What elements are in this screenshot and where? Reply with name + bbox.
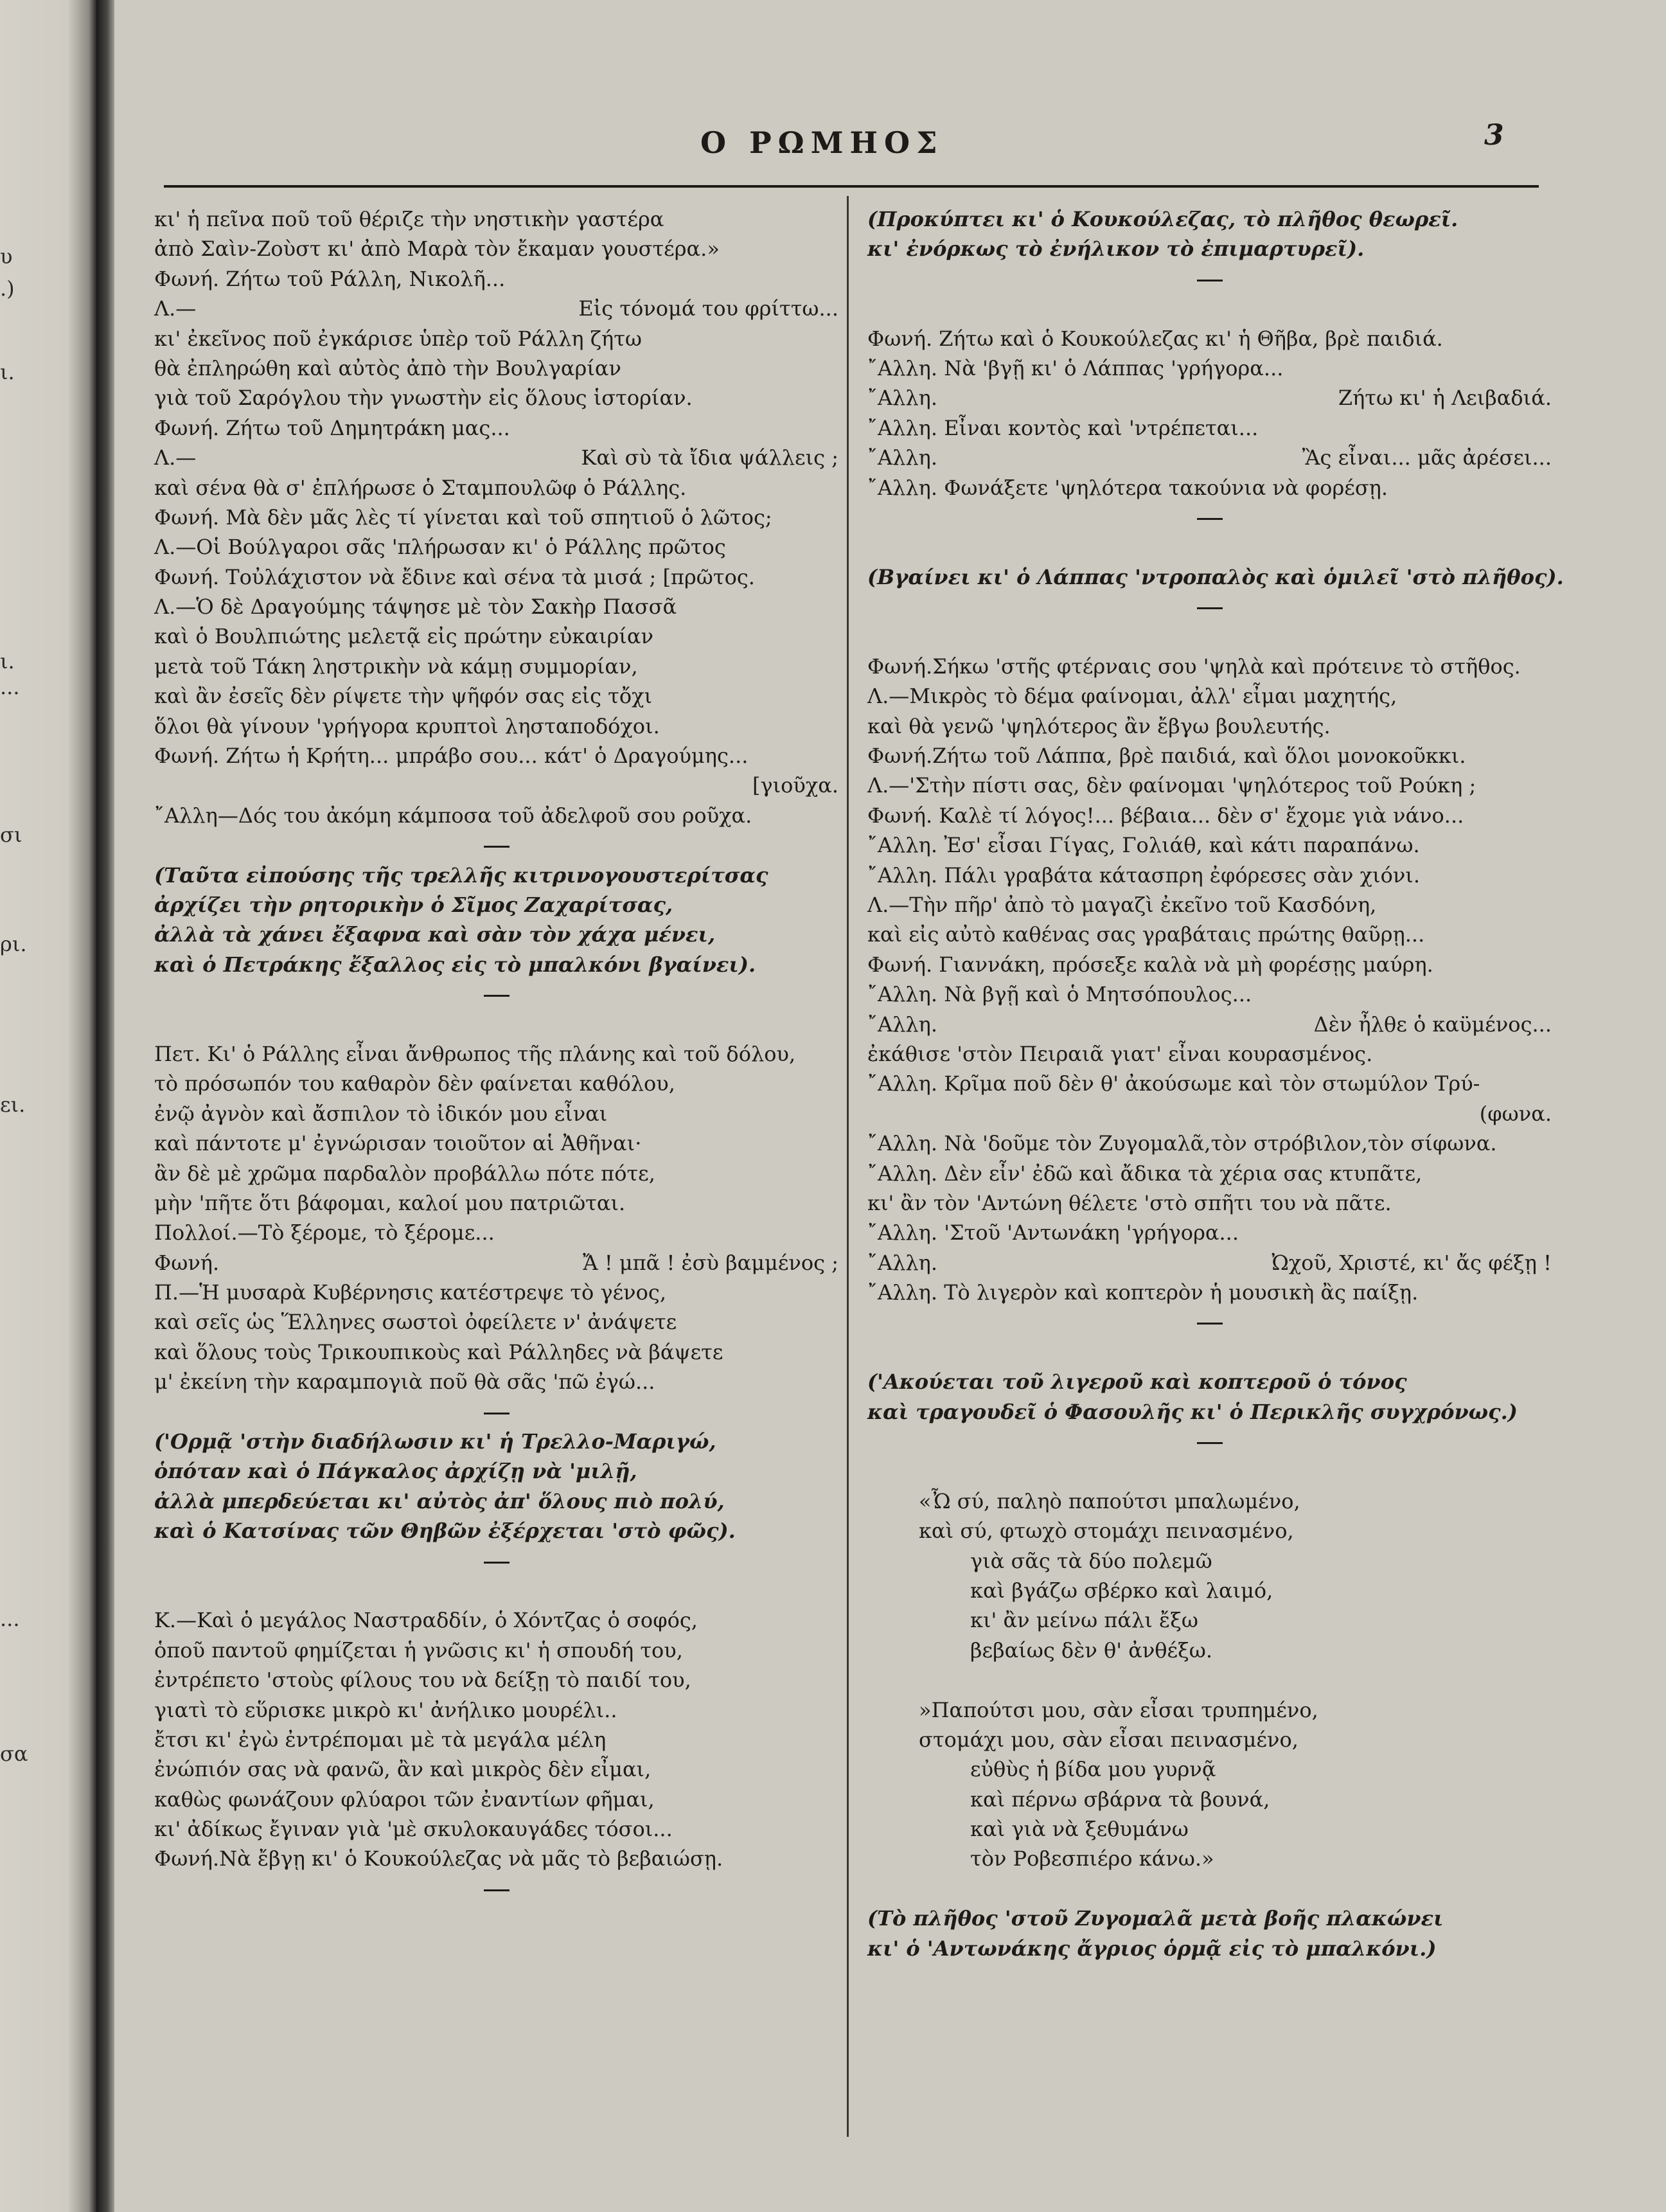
text-line (154, 1128, 838, 1158)
line-text: καὶ σύ, φτωχὸ στομάχι πεινασμένο, (919, 1519, 1294, 1544)
line-text: Φωνή. Τοὐλάχιστον νὰ ἔδινε καὶ σένα τὰ μισά ; [πρῶτος. (154, 564, 755, 589)
text-line (154, 1278, 838, 1307)
line-text: μ' ἐκείνη τὴν καραμπογιὰ ποῦ θὰ σᾶς 'πῶ ἐγώ... (154, 1369, 655, 1395)
text-line (154, 741, 838, 771)
text-line (867, 1188, 1552, 1218)
text-line (154, 473, 838, 503)
line-text: τὸ πρόσωπόν του καθαρὸν δὲν φαίνεται καθόλου, (154, 1071, 675, 1096)
previous-page-fragment: υ (0, 244, 13, 269)
text-line (867, 830, 1552, 860)
line-text: γιὰ τοῦ Σαρόγλου τὴν γνωστὴν εἰς ὅλους ἱστορίαν. (154, 386, 693, 411)
line-text: Λ.—'Στὴν πίστι σας, δὲν φαίνομαι 'ψηλότερος τοῦ Ρούκη ; (867, 773, 1476, 798)
stage-direction-line (154, 1486, 838, 1516)
line-text: ἀπὸ Σαὶν-Ζοὺστ κι' ἀπὸ Μαρὰ τὸν ἔκαμαν γουστέρα.» (154, 236, 720, 262)
text-line (867, 1010, 1552, 1039)
stage-direction-line (154, 1456, 838, 1486)
previous-page-fragment: ι. (0, 360, 15, 384)
text-line (154, 503, 838, 532)
line-text: ῎Αλλη. Φωνάξετε 'ψηλότερα τακούνια νὰ φορέσῃ. (867, 475, 1388, 500)
previous-page-fragment: ... (0, 675, 20, 699)
section-separator (154, 979, 838, 1009)
text-line (154, 1814, 838, 1844)
blank-line (867, 294, 1552, 323)
text-line (154, 1785, 838, 1814)
section-separator (867, 1427, 1552, 1456)
previous-page-edge (0, 0, 96, 2212)
text-line (154, 1307, 838, 1337)
text-line (867, 1128, 1552, 1158)
text-line (154, 1754, 838, 1784)
text-line (154, 204, 838, 234)
line-text: ἀλλὰ μπερδεύεται κι' αὐτὸς ἀπ' ὅλους πιὸ πολύ, (154, 1488, 725, 1513)
line-text: καὶ ὁ Βουλπιώτης μελετᾷ εἰς πρώτην εὐκαιρίαν (154, 624, 653, 649)
left-column (154, 204, 838, 1904)
stage-direction-line (154, 1516, 838, 1546)
text-line (867, 741, 1552, 771)
text-line (154, 592, 838, 621)
line-right-text: Ζήτω κι' ἡ Λειβαδιά. (1338, 386, 1552, 411)
text-line (154, 532, 838, 562)
text-line (154, 1695, 838, 1725)
text-line (867, 1099, 1552, 1128)
text-line (867, 920, 1552, 949)
text-line (154, 1159, 838, 1188)
line-text: ἐνώπιόν σας νὰ φανῶ, ἂν καὶ μικρὸς δὲν εἶμαι, (154, 1757, 651, 1782)
line-text: ὁποῦ παντοῦ φημίζεται ἡ γνῶσις κι' ἡ σπουδή του, (154, 1637, 683, 1663)
line-text: »Παπούτσι μου, σὰν εἶσαι τρυπημένο, (919, 1697, 1318, 1722)
stage-direction-line (867, 1367, 1552, 1396)
stage-direction-line (867, 562, 1564, 592)
text-line (867, 324, 1552, 353)
line-text: ῎Αλλη. (867, 1250, 938, 1275)
book-gutter (96, 0, 114, 2212)
line-text: καὶ ὅλους τοὺς Τρικουπικοὺς καὶ Ράλληδες νὰ βάψετε (154, 1339, 723, 1364)
line-text: ῎Αλλη. Δὲν εἶν' ἐδῶ καὶ ἄδικα τὰ χέρια σας κτυπᾶτε, (867, 1161, 1422, 1186)
line-text: Φωνή. (154, 1250, 220, 1275)
previous-page-fragment: ρι. (0, 932, 27, 956)
text-line (154, 711, 838, 741)
blank-line (154, 1576, 838, 1605)
line-right-text: Ἂς εἶναι... μᾶς ἀρέσει... (1302, 445, 1552, 470)
line-text: καὶ θὰ γενῶ 'ψηλότερος ἂν ἔβγω βουλευτής. (867, 713, 1331, 738)
previous-page-fragment: ι. (0, 649, 15, 673)
text-line (154, 652, 838, 681)
line-text: γιατὶ τὸ εὕρισκε μικρὸ κι' ἀνήλικο μουρέλι.. (154, 1697, 617, 1722)
text-line (154, 681, 838, 711)
text-line (867, 681, 1552, 711)
text-line (867, 771, 1552, 800)
text-line (154, 324, 838, 353)
text-line (154, 1099, 838, 1128)
line-right-text: Καὶ σὺ τὰ ἴδια ψάλλεις ; (581, 445, 838, 470)
line-text: κι' ὁ 'Αντωνάκης ἄγριος ὁρμᾷ εἰς τὸ μπαλκόνι.) (867, 1936, 1437, 1961)
line-text: ῎Αλλη. 'Στοῦ 'Αντωνάκη 'γρήγορα... (867, 1220, 1239, 1245)
section-separator (154, 1397, 838, 1427)
line-right-text: Ὠχοῦ, Χριστέ, κι' ἄς φέξῃ ! (1272, 1250, 1552, 1275)
line-text: μὴν 'πῆτε ὅτι βάφομαι, καλοί μου πατριῶται. (154, 1190, 626, 1215)
line-text: καὶ εἰς αὐτὸ καθένας σας γραβάταις πρώτης θαῦρῃ... (867, 922, 1425, 947)
text-line (154, 1605, 838, 1635)
text-line (154, 621, 838, 651)
text-line (867, 1546, 1552, 1576)
stage-direction-line (154, 920, 838, 949)
line-text: Φωνή.Νὰ ἔβγῃ κι' ὁ Κουκούλεζας νὰ μᾶς τὸ βεβαιώσῃ. (154, 1846, 723, 1871)
line-text: καὶ ὁ Κατσίνας τῶν Θηβῶν ἐξέρχεται 'στὸ φῶς). (154, 1519, 736, 1544)
line-right-text: (φωνα. (1479, 1101, 1552, 1126)
text-line (867, 861, 1552, 890)
line-text: ἀρχίζει τὴν ρητορικὴν ὁ Σῖμος Ζαχαρίτσας, (154, 892, 673, 917)
text-line (154, 1844, 838, 1873)
text-line (154, 1367, 838, 1396)
previous-page-fragment: σα (0, 1742, 28, 1766)
section-separator (867, 592, 1552, 621)
line-text: Φωνή. Ζήτω ἡ Κρήτη... μπράβο σου... κάτ' ὁ Δραγούμης... (154, 744, 749, 769)
line-text: ῎Αλλη. Νὰ 'δοῦμε τὸν Ζυγομαλᾶ,τὸν στρόβιλον,τὸν σίφωνα. (867, 1131, 1497, 1156)
line-text: Λ.—Μικρὸς τὸ δέμα φαίνομαι, ἀλλ' εἶμαι μαχητής, (867, 684, 1397, 709)
line-text: ῎Αλλη. Νὰ βγῇ καὶ ὁ Μητσόπουλος... (867, 982, 1252, 1007)
text-line (867, 1754, 1552, 1784)
stage-direction-line (154, 1427, 838, 1456)
line-right-text: Δὲν ἦλθε ὁ καϋμένος... (1313, 1012, 1552, 1037)
line-text: θὰ ἐπληρώθη καὶ αὐτὸς ἀπὸ τὴν Βουλγαρίαν (154, 355, 621, 380)
stage-direction-line (154, 861, 838, 890)
line-text: Πετ. Κι' ὁ Ράλλης εἶναι ἄνθρωπος τῆς πλάνης καὶ τοῦ δόλου, (154, 1041, 796, 1066)
line-text: κι' ἡ πεῖνα ποῦ τοῦ θέριζε τὴν νηστικὴν γαστέρα (154, 207, 664, 231)
masthead-title: Ο ΡΩΜΗΟΣ (700, 125, 944, 160)
right-column (867, 204, 1564, 1963)
text-line (867, 1278, 1552, 1307)
section-separator (867, 1307, 1552, 1337)
text-line (154, 1636, 838, 1665)
line-text: κι' ἂν τὸν 'Αντώνη θέλετε 'στὸ σπῆτι του νὰ πᾶτε. (867, 1190, 1392, 1215)
line-text: Φωνή. Καλὲ τί λόγος!... βέβαια... δὲν σ' ἔχομε γιὰ νάνο... (867, 803, 1464, 828)
text-line (867, 443, 1552, 472)
line-text: καθὼς φωνάζουν φλύαροι τῶν ἐναντίων φῆμαι, (154, 1787, 655, 1812)
text-line (867, 1576, 1552, 1605)
text-line (867, 1785, 1552, 1814)
text-line (867, 1695, 1552, 1725)
stage-direction-line (867, 204, 1552, 234)
blank-line (867, 621, 1552, 651)
text-line (154, 1188, 838, 1218)
line-text: «Ὦ σύ, παληὸ παπούτσι μπαλωμένο, (919, 1488, 1300, 1513)
text-line (867, 801, 1552, 830)
line-text: ἐνῷ ἀγνὸν καὶ ἄσπιλον τὸ ἰδικόν μου εἶναι (154, 1101, 608, 1126)
text-line (867, 1039, 1552, 1069)
text-line (867, 1725, 1552, 1754)
text-line (154, 353, 838, 383)
text-line (867, 1636, 1552, 1665)
text-line (154, 1248, 838, 1278)
text-line (154, 1218, 838, 1247)
line-text: ῎Αλλη—Δός του ἀκόμη κάμποσα τοῦ ἀδελφοῦ σου ροῦχα. (154, 803, 752, 828)
line-text: ῎Αλλη. Νὰ 'βγῇ κι' ὁ Λάππας 'γρήγορα... (867, 355, 1284, 380)
line-text: ὁπόταν καὶ ὁ Πάγκαλος ἀρχίζῃ νὰ 'μιλῇ, (154, 1459, 637, 1484)
line-text: Πολλοί.—Τὸ ξέρομε, τὸ ξέρομε... (154, 1220, 495, 1245)
line-text: καὶ ἂν ἐσεῖς δὲν ρίψετε τὴν ψῆφόν σας εἰς τὄχι (154, 684, 653, 709)
line-text: Κ.—Καὶ ὁ μεγάλος Ναστραδδίν, ὁ Χόντζας ὁ σοφός, (154, 1608, 698, 1633)
section-separator (154, 1546, 838, 1576)
stage-direction-line (154, 950, 838, 979)
line-text: ἐντρέπετο 'στοὺς φίλους του νὰ δείξῃ τὸ παιδί του, (154, 1668, 691, 1693)
line-text: ῎Αλλη. Κρῖμα ποῦ δὲν θ' ἀκούσωμε καὶ τὸν στωμύλον Τρύ- (867, 1071, 1480, 1096)
line-text: Φωνή. Ζήτω τοῦ Ράλλη, Νικολῆ... (154, 266, 506, 291)
section-separator (154, 830, 838, 860)
blank-line (867, 1337, 1552, 1367)
text-line (867, 979, 1552, 1009)
stage-direction-line (867, 1904, 1552, 1933)
line-text: ῎Αλλη. (867, 386, 938, 411)
text-line (154, 1665, 838, 1695)
line-text: Λ.—Τὴν πῆρ' ἀπὸ τὸ μαγαζὶ ἐκεῖνο τοῦ Κασδόνη, (867, 892, 1377, 917)
text-line (154, 1069, 838, 1098)
text-line (154, 413, 838, 443)
previous-page-fragment: ει. (0, 1093, 26, 1117)
line-text: Φωνή. Ζήτω τοῦ Δημητράκη μας... (154, 415, 510, 440)
text-line (867, 1159, 1552, 1188)
stage-direction-line (154, 890, 838, 920)
line-right-text: [γιοῦχα. (752, 773, 838, 798)
text-line (867, 652, 1552, 681)
line-text: ἂν δὲ μὲ χρῶμα παρδαλὸν προβάλλω πότε πότε, (154, 1161, 655, 1186)
line-text: καὶ ὁ Πετράκης ἔξαλλος εἰς τὸ μπαλκόνι βγαίνει). (154, 952, 756, 977)
text-line (154, 1039, 838, 1069)
section-separator (867, 264, 1552, 294)
line-text: γιὰ σᾶς τὰ δύο πολεμῶ (970, 1548, 1212, 1573)
text-line (867, 1814, 1552, 1844)
blank-line (867, 1456, 1552, 1486)
line-text: κι' ἐκεῖνος ποῦ ἐγκάρισε ὑπὲρ τοῦ Ράλλη ζήτω (154, 326, 642, 351)
text-line (154, 1725, 838, 1754)
text-line (154, 264, 838, 294)
line-text: καὶ σεῖς ὡς Ἕλληνες σωστοὶ ὀφείλετε ν' ἀνάψετε (154, 1310, 677, 1335)
previous-page-fragment: ... (0, 1607, 20, 1631)
line-text: Λ.— (154, 296, 197, 321)
text-line (154, 234, 838, 263)
text-line (867, 413, 1552, 443)
line-text: Φωνή. Ζήτω καὶ ὁ Κουκούλεζας κι' ἡ Θῆβα, βρὲ παιδιά. (867, 326, 1443, 351)
line-text: (Ταῦτα εἰπούσης τῆς τρελλῆς κιτρινογουστερίτσας (154, 862, 768, 887)
line-text: καὶ βγάζω σβέρκο καὶ λαιμό, (970, 1578, 1273, 1603)
text-line (867, 353, 1552, 383)
line-text: ῎Αλλη. (867, 1012, 938, 1037)
line-text: μετὰ τοῦ Τάκη ληστρικὴν νὰ κάμῃ συμμορίαν, (154, 654, 638, 679)
line-text: ῎Αλλη. Τὸ λιγερὸν καὶ κοπτερὸν ἡ μουσικὴ ἂς παίξῃ. (867, 1280, 1419, 1305)
line-text: ὅλοι θὰ γίνουν 'γρήγορα κρυπτοὶ λησταποδόχοι. (154, 713, 660, 738)
stage-direction-line (867, 1934, 1552, 1963)
line-right-text: Ἄ ! μπᾶ ! ἐσὺ βαμμένος ; (583, 1250, 838, 1275)
text-line (154, 383, 838, 413)
line-text: καὶ γιὰ νὰ ξεθυμάνω (970, 1817, 1189, 1842)
previous-page-fragment: σι (0, 823, 22, 847)
text-line (867, 1218, 1552, 1247)
line-text: ῎Αλλη. Ἐσ' εἶσαι Γίγας, Γολιάθ, καὶ κάτι παραπάνω. (867, 833, 1420, 858)
line-right-text: Εἰς τόνομά του φρίττω... (578, 296, 838, 321)
blank-line (867, 532, 1552, 562)
section-separator (154, 1874, 838, 1904)
header-rule (164, 185, 1539, 188)
text-line (867, 473, 1552, 503)
line-text: ἀλλὰ τὰ χάνει ἔξαφνα καὶ σὰν τὸν χάχα μένει, (154, 922, 716, 947)
text-line (867, 1069, 1552, 1098)
line-text: καὶ πέρνω σβάρνα τὰ βουνά, (970, 1787, 1270, 1812)
column-divider (847, 196, 849, 2137)
line-text: εὐθὺς ἡ βίδα μου γυρνᾷ (970, 1757, 1216, 1782)
line-text: ἐκάθισε 'στὸν Πειραιᾶ γιατ' εἶναι κουρασμένος. (867, 1041, 1373, 1066)
text-line (154, 1337, 838, 1367)
line-text: βεβαίως δὲν θ' ἀνθέξω. (970, 1637, 1213, 1663)
line-text: στομάχι μου, σὰν εἶσαι πεινασμένο, (919, 1727, 1298, 1752)
line-text: ῎Αλλη. Εἶναι κοντὸς καὶ 'ντρέπεται... (867, 415, 1259, 440)
section-separator (867, 503, 1552, 532)
line-text: τὸν Ροβεσπιέρο κάνω.» (970, 1846, 1214, 1871)
text-line (867, 1248, 1552, 1278)
line-text: ῎Αλλη. Πάλι γραβάτα κάτασπρη ἐφόρεσες σὰν χιόνι. (867, 862, 1420, 887)
text-line (867, 1844, 1552, 1873)
text-line (154, 801, 838, 830)
line-text: καὶ πάντοτε μ' ἐγνώρισαν τοιοῦτον αἱ Ἀθῆναι· (154, 1131, 642, 1156)
line-text: Φωνή. Μὰ δὲν μᾶς λὲς τί γίνεται καὶ τοῦ σπητιοῦ ὁ λῶτος; (154, 504, 772, 530)
text-line (867, 383, 1552, 413)
line-text: κι' ἐνόρκως τὸ ἐνήλικον τὸ ἐπιμαρτυρεῖ). (867, 236, 1365, 262)
line-text: Π.—Ἡ μυσαρὰ Κυβέρνησις κατέστρεψε τὸ γένος, (154, 1280, 666, 1305)
line-text: Φωνή. Γιαννάκη, πρόσεξε καλὰ νὰ μὴ φορέσῃς μαύρη. (867, 952, 1433, 977)
line-text: ῎Αλλη. (867, 445, 938, 470)
text-line (154, 443, 838, 472)
line-text: Φωνή.Ζήτω τοῦ Λάππα, βρὲ παιδιά, καὶ ὅλοι μονοκοῦκκι. (867, 744, 1466, 769)
line-text: (Βγαίνει κι' ὁ Λάππας 'ντροπαλὸς καὶ ὁμιλεῖ 'στὸ πλῆθος). (867, 564, 1564, 589)
line-text: κι' ἂν μείνω πάλι ἔξω (970, 1608, 1198, 1633)
line-text: καὶ σένα θὰ σ' ἐπλήρωσε ὁ Σταμπουλῶφ ὁ Ράλλης. (154, 475, 687, 500)
line-text: κι' ἀδίκως ἔγιναν γιὰ 'μὲ σκυλοκαυγάδες τόσοι... (154, 1817, 673, 1842)
line-text: (Τὸ πλῆθος 'στοῦ Ζυγομαλᾶ μετὰ βοῆς πλακώνει (867, 1906, 1444, 1931)
blank-line (154, 1010, 838, 1039)
text-line (867, 890, 1552, 920)
line-text: (Προκύπτει κι' ὁ Κουκούλεζας, τὸ πλῆθος θεωρεῖ. (867, 207, 1458, 231)
text-line (867, 1486, 1552, 1516)
text-line (154, 771, 838, 800)
text-line (867, 1516, 1552, 1546)
blank-line (867, 1874, 1552, 1904)
previous-page-fragment: .) (0, 276, 15, 301)
line-text: ἔτσι κι' ἐγὼ ἐντρέπομαι μὲ τὰ μεγάλα μέλη (154, 1727, 607, 1752)
stage-direction-line (867, 234, 1552, 263)
blank-line (867, 1665, 1552, 1695)
line-text: Λ.—Οἱ Βούλγαροι σᾶς 'πλήρωσαν κι' ὁ Ράλλης πρῶτος (154, 535, 726, 560)
stage-direction-line (867, 1397, 1552, 1427)
page-number: 3 (1484, 119, 1504, 152)
line-text: καὶ τραγουδεῖ ὁ Φασουλῆς κι' ὁ Περικλῆς συγχρόνως.) (867, 1399, 1518, 1424)
text-line (154, 294, 838, 323)
line-text: Λ.— (154, 445, 197, 470)
text-line (867, 950, 1552, 979)
line-text: Φωνή.Σήκω 'στῆς φτέρναις σου 'ψηλὰ καὶ πρότεινε τὸ στῆθος. (867, 654, 1521, 679)
line-text: Λ.—Ὁ δὲ Δραγούμης τάψησε μὲ τὸν Σακὴρ Πασσᾶ (154, 594, 677, 620)
text-line (867, 711, 1552, 741)
text-line (154, 562, 838, 592)
text-line (867, 1605, 1552, 1635)
line-text: ('Ακούεται τοῦ λιγεροῦ καὶ κοπτεροῦ ὁ τόνος (867, 1369, 1407, 1395)
line-text: ('Ορμᾷ 'στὴν διαδήλωσιν κι' ἡ Τρελλο-Μαριγώ, (154, 1429, 716, 1454)
